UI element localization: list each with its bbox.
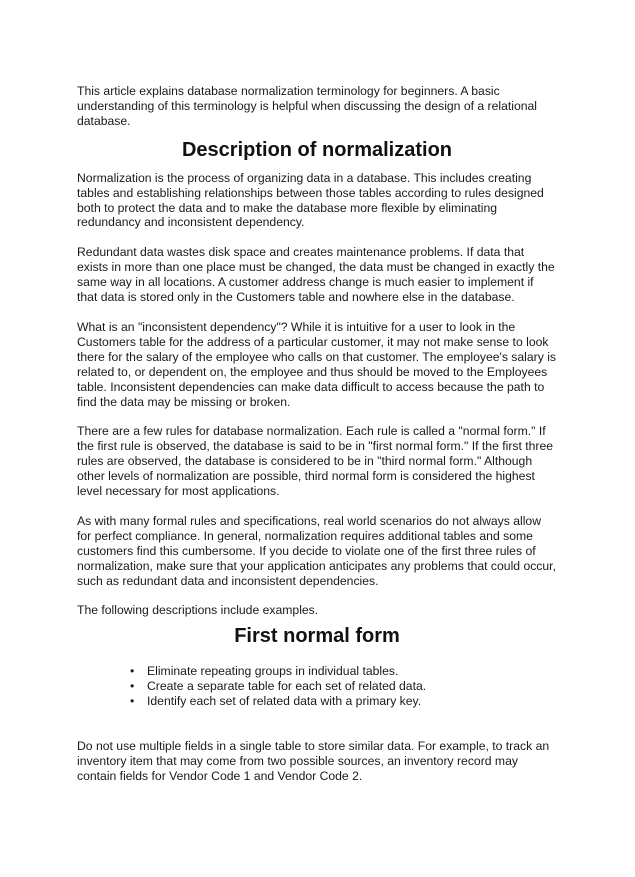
bullet-icon: •	[130, 694, 135, 709]
heading-description-of-normalization: Description of normalization	[181, 138, 453, 161]
list-item-text: Identify each set of related data with a primary key.	[147, 694, 422, 709]
paragraph-normalization-definition: Normalization is the process of organizing data in a database. This includes creating tables and establishing relationships between those tables according to rules designed both to protect the data and to make the database more flexible by eliminating redundancy and inconsistent dependency.	[77, 170, 544, 230]
intro-paragraph: This article explains database normalization terminology for beginners. A basic understanding of this terminology is helpful when discussing the design of a relational database.	[77, 84, 538, 128]
paragraph-following-descriptions: The following descriptions include examples.	[77, 603, 319, 618]
heading-first-normal-form: First normal form	[234, 625, 400, 648]
list-item	[130, 694, 557, 709]
paragraph-real-world-compliance: As with many formal rules and specifications, real world scenarios do not always allow for perfect compliance. In general, normalization requires additional tables and some customers find this cumbersome. If you decide to violate one of the first three rules of normalization, make sure that your application anticipates any problems that could occur, such as redundant data and inconsistent dependencies.	[77, 513, 556, 588]
list-item-text: Eliminate repeating groups in individual tables.	[147, 664, 399, 679]
first-normal-form-rules-list	[77, 664, 557, 709]
paragraph-inconsistent-dependency: What is an "inconsistent dependency"? While it is intuitive for a user to look in the Customers table for the address of a particular customer, it may not make sense to look there for the salary of the employee who calls on that customer. The employee's salary is related to, or dependent on, the employee and thus should be moved to the Employees table. Inconsistent dependencies can make data difficult to access because the path to find the data may be missing or broken.	[77, 319, 557, 409]
paragraph-multiple-fields: Do not use multiple fields in a single table to store similar data. For example, to track an inventory item that may come from two possible sources, an inventory record may contain fields for Vendor Code 1 and Vendor Code 2.	[77, 739, 550, 784]
list-item	[130, 664, 557, 679]
paragraph-redundant-data: Redundant data wastes disk space and creates maintenance problems. If data that exists in more than one place must be changed, the data must be changed in exactly the same way in all locations. A customer address change is much easier to implement if that data is stored only in the Customers table and nowhere else in the database.	[77, 245, 555, 305]
bullet-icon: •	[130, 679, 135, 694]
paragraph-normal-form-rules: There are a few rules for database normalization. Each rule is called a "normal form." If the first rule is observed, the database is said to be in "first normal form." If the first three rules are observed, the database is considered to be in "third normal form." Although other levels of normalization are possible, third normal form is considered the highest level necessary for most applications.	[77, 424, 554, 499]
list-item-text: Create a separate table for each set of related data.	[147, 679, 427, 694]
list-item	[130, 679, 557, 694]
document-page	[77, 84, 557, 799]
bullet-icon: •	[130, 664, 135, 679]
